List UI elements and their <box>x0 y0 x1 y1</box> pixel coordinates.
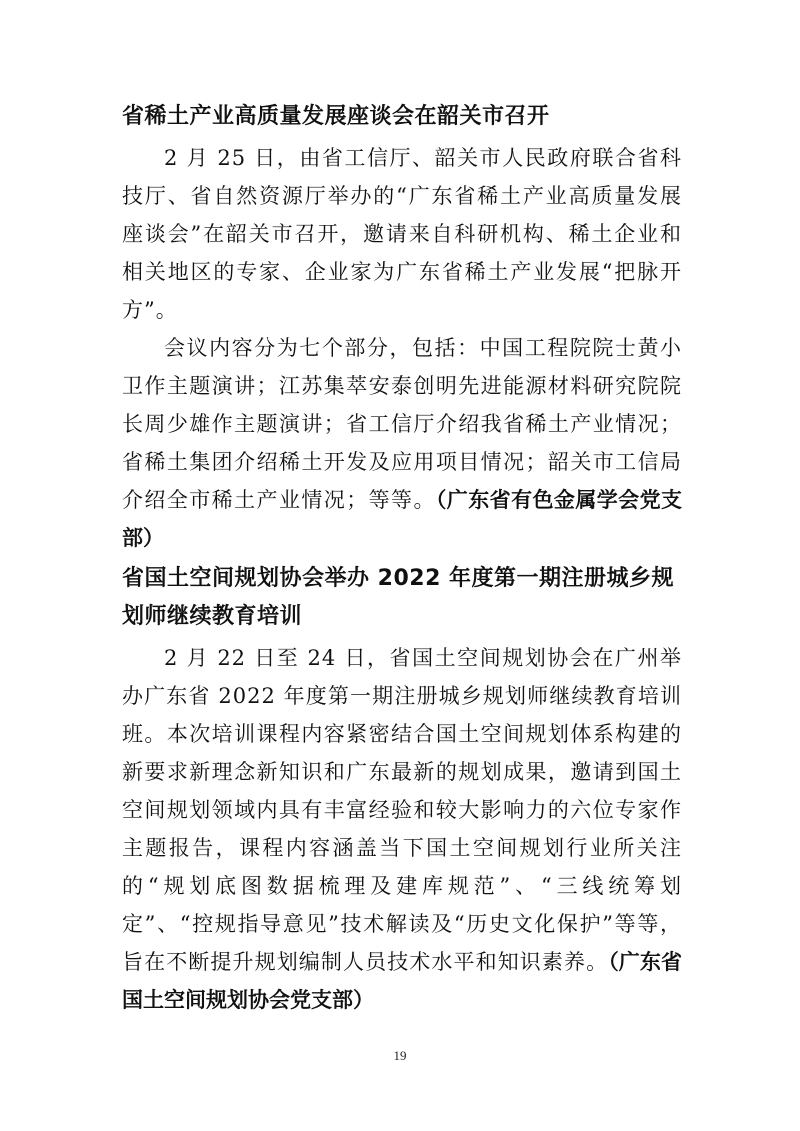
article-title: 省国土空间规划协会举办 2022 年度第一期注册城乡规划师继续教育培训 <box>122 566 675 629</box>
article-paragraph <box>122 639 682 1019</box>
paragraph-text: 2 月 25 日，由省工信厅、韶关市人民政府联合省科技厅、省自然资源厅举办的“广东省稀土产业高质量发展座谈会”在韶关市召开，邀请来自科研机构、稀土企业和相关地区的专家、企业家为广东省稀土产业发展“把脉开方”。 <box>122 146 682 322</box>
paragraph-text: 会议内容分为七个部分，包括：中国工程院院士黄小卫作主题演讲；江苏集萃安泰创明先进能源材料研究院院长周少雄作主题演讲；省工信厅介绍我省稀土产业情况；省稀土集团介绍稀土开发及应用项目情况；韶关市工信局介绍全市稀土产业情况；等等。 <box>122 336 682 512</box>
page-number: 19 <box>393 1048 407 1063</box>
article-source: （广东省国土空间规划协会党支部） <box>122 950 683 1012</box>
article-planner-training <box>122 560 682 1019</box>
article-rare-earth-forum <box>122 98 682 557</box>
paragraph-text: 2 月 22 日至 24 日，省国土空间规划协会在广州举办广东省 2022 年度第一期注册城乡规划师继续教育培训班。本次培训课程内容紧密结合国土空间规划体系构建的新要求新理念新知识和广东最新的规划成果，邀请到国土空间规划领域内具有丰富经验和较大影响力的六位专家作主题报告，课程内容涵盖当下国土空间规划行业所关注的“规划底图数据梳理及建库规范”、“三线统筹划定”、“控规指导意见”技术解读及“历史文化保护”等等，旨在不断提升规划编制人员技术水平和知识素养。 <box>122 646 682 974</box>
article-paragraph <box>122 329 682 557</box>
article-title: 省稀土产业高质量发展座谈会在韶关市召开 <box>122 104 550 129</box>
article-source: （广东省有色金属学会党支部） <box>122 488 683 550</box>
article-paragraph <box>122 139 682 329</box>
